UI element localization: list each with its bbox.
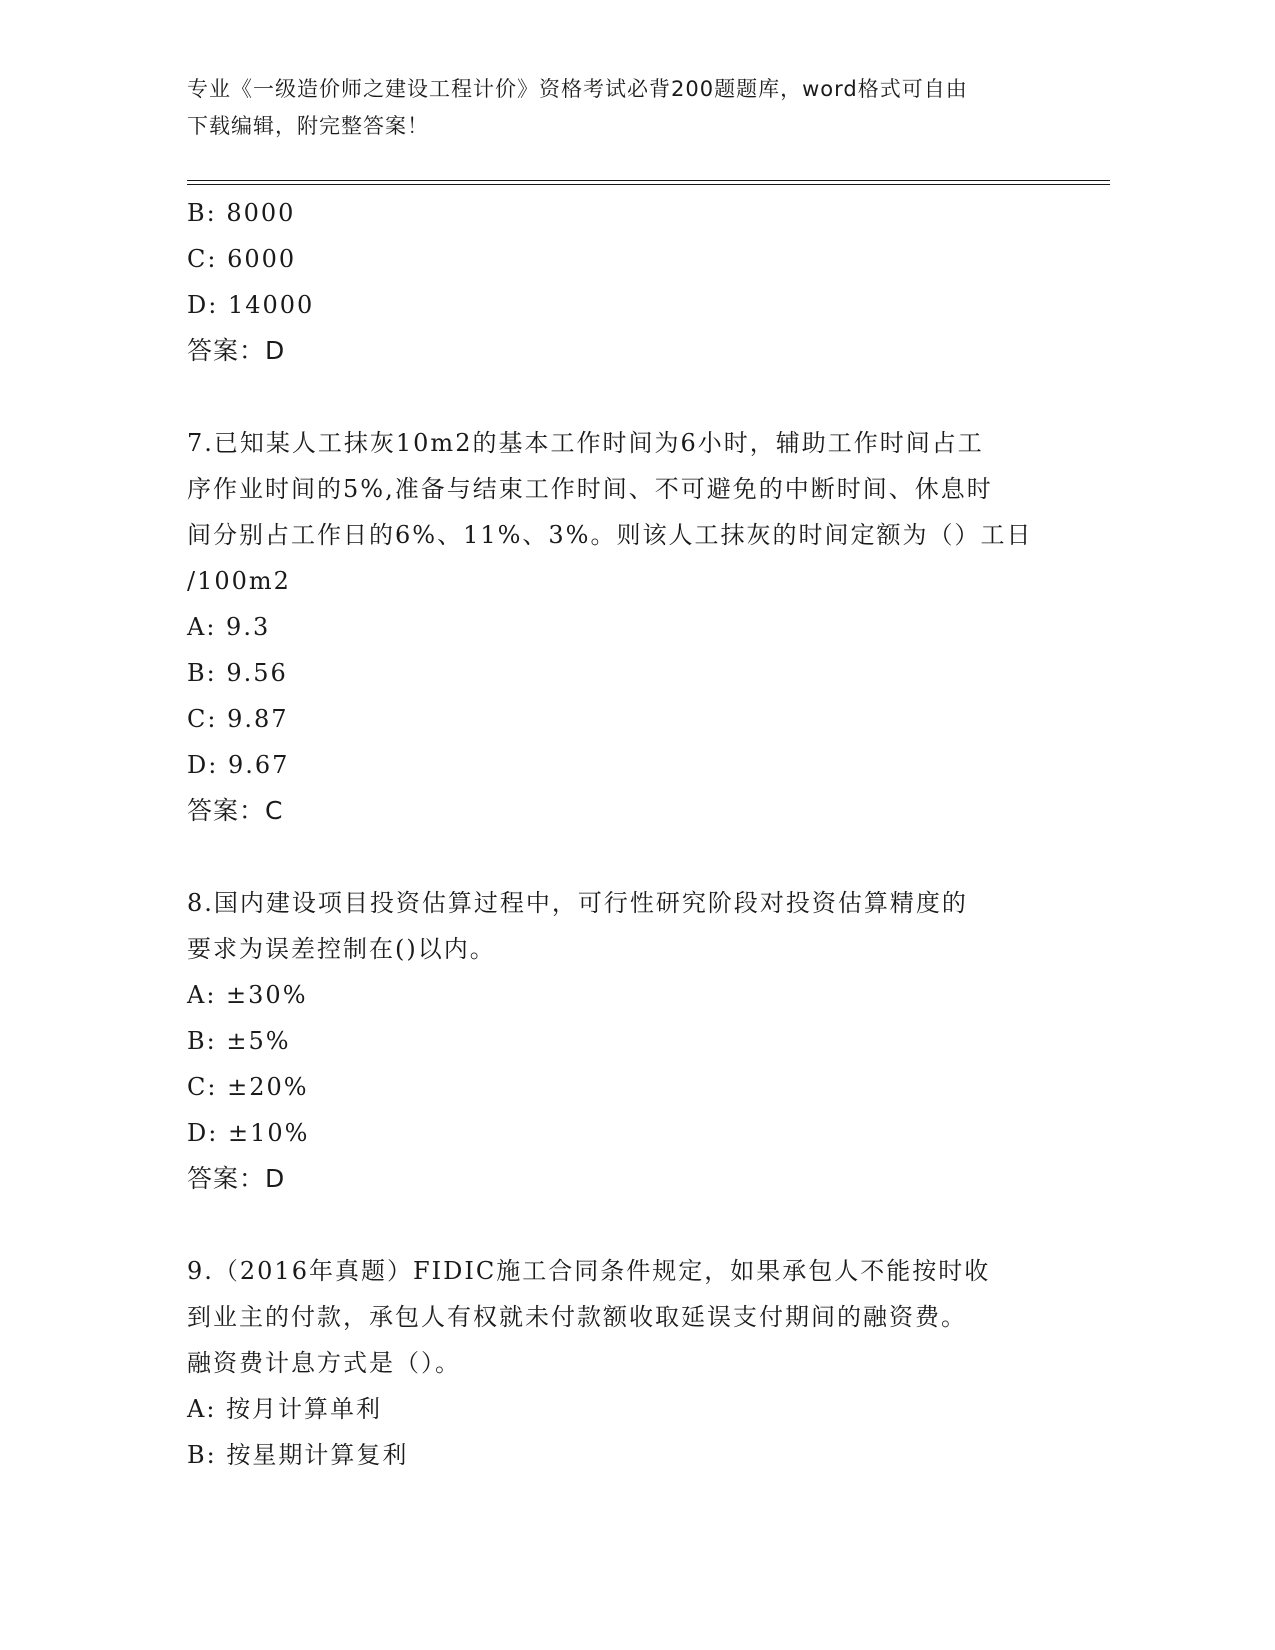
question-7-block — [187, 420, 1087, 834]
option-a: A: 按月计算单利 — [187, 1395, 383, 1423]
option-c: C: 6000 — [187, 245, 297, 273]
option-b: B: 按星期计算复利 — [187, 1441, 409, 1469]
question-stem: /100m2 — [187, 567, 291, 595]
answer-line: 答案：D — [187, 1164, 286, 1193]
question-stem: 要求为误差控制在()以内。 — [187, 935, 496, 963]
question-stem: 序作业时间的5%,准备与结束工作时间、不可避免的中断时间、休息时 — [187, 475, 993, 503]
option-d: D: ±10% — [187, 1119, 310, 1147]
question-8-block — [187, 880, 1087, 1202]
option-c: C: 9.87 — [187, 705, 289, 733]
header-divider-bottom — [187, 184, 1110, 185]
question-9-block — [187, 1248, 1087, 1478]
question-content — [187, 190, 1087, 1478]
answer-line: 答案：D — [187, 336, 286, 365]
option-b: B: 8000 — [187, 199, 296, 227]
header-line-1: 专业《一级造价师之建设工程计价》资格考试必背200题题库，word格式可自由 — [187, 77, 968, 101]
option-d: D: 14000 — [187, 291, 315, 319]
question-6-block — [187, 190, 1087, 374]
question-stem: 融资费计息方式是（）。 — [187, 1349, 461, 1377]
question-stem: 9.（2016年真题）FIDIC施工合同条件规定，如果承包人不能按时收 — [187, 1257, 991, 1285]
question-stem: 到业主的付款，承包人有权就未付款额收取延误支付期间的融资费。 — [187, 1303, 967, 1331]
document-header — [187, 71, 1067, 145]
option-a: A: 9.3 — [187, 613, 271, 641]
option-c: C: ±20% — [187, 1073, 309, 1101]
question-stem: 间分别占工作日的6%、11%、3%。则该人工抹灰的时间定额为（）工日 — [187, 521, 1033, 549]
option-b: B: 9.56 — [187, 659, 288, 687]
question-stem: 7.已知某人工抹灰10m2的基本工作时间为6小时，辅助工作时间占工 — [187, 429, 984, 457]
option-d: D: 9.67 — [187, 751, 290, 779]
option-b: B: ±5% — [187, 1027, 291, 1055]
header-divider-top — [187, 180, 1110, 181]
answer-line: 答案：C — [187, 796, 284, 825]
question-stem: 8.国内建设项目投资估算过程中，可行性研究阶段对投资估算精度的 — [187, 889, 968, 917]
header-line-2: 下载编辑，附完整答案！ — [187, 114, 429, 138]
option-a: A: ±30% — [187, 981, 308, 1009]
